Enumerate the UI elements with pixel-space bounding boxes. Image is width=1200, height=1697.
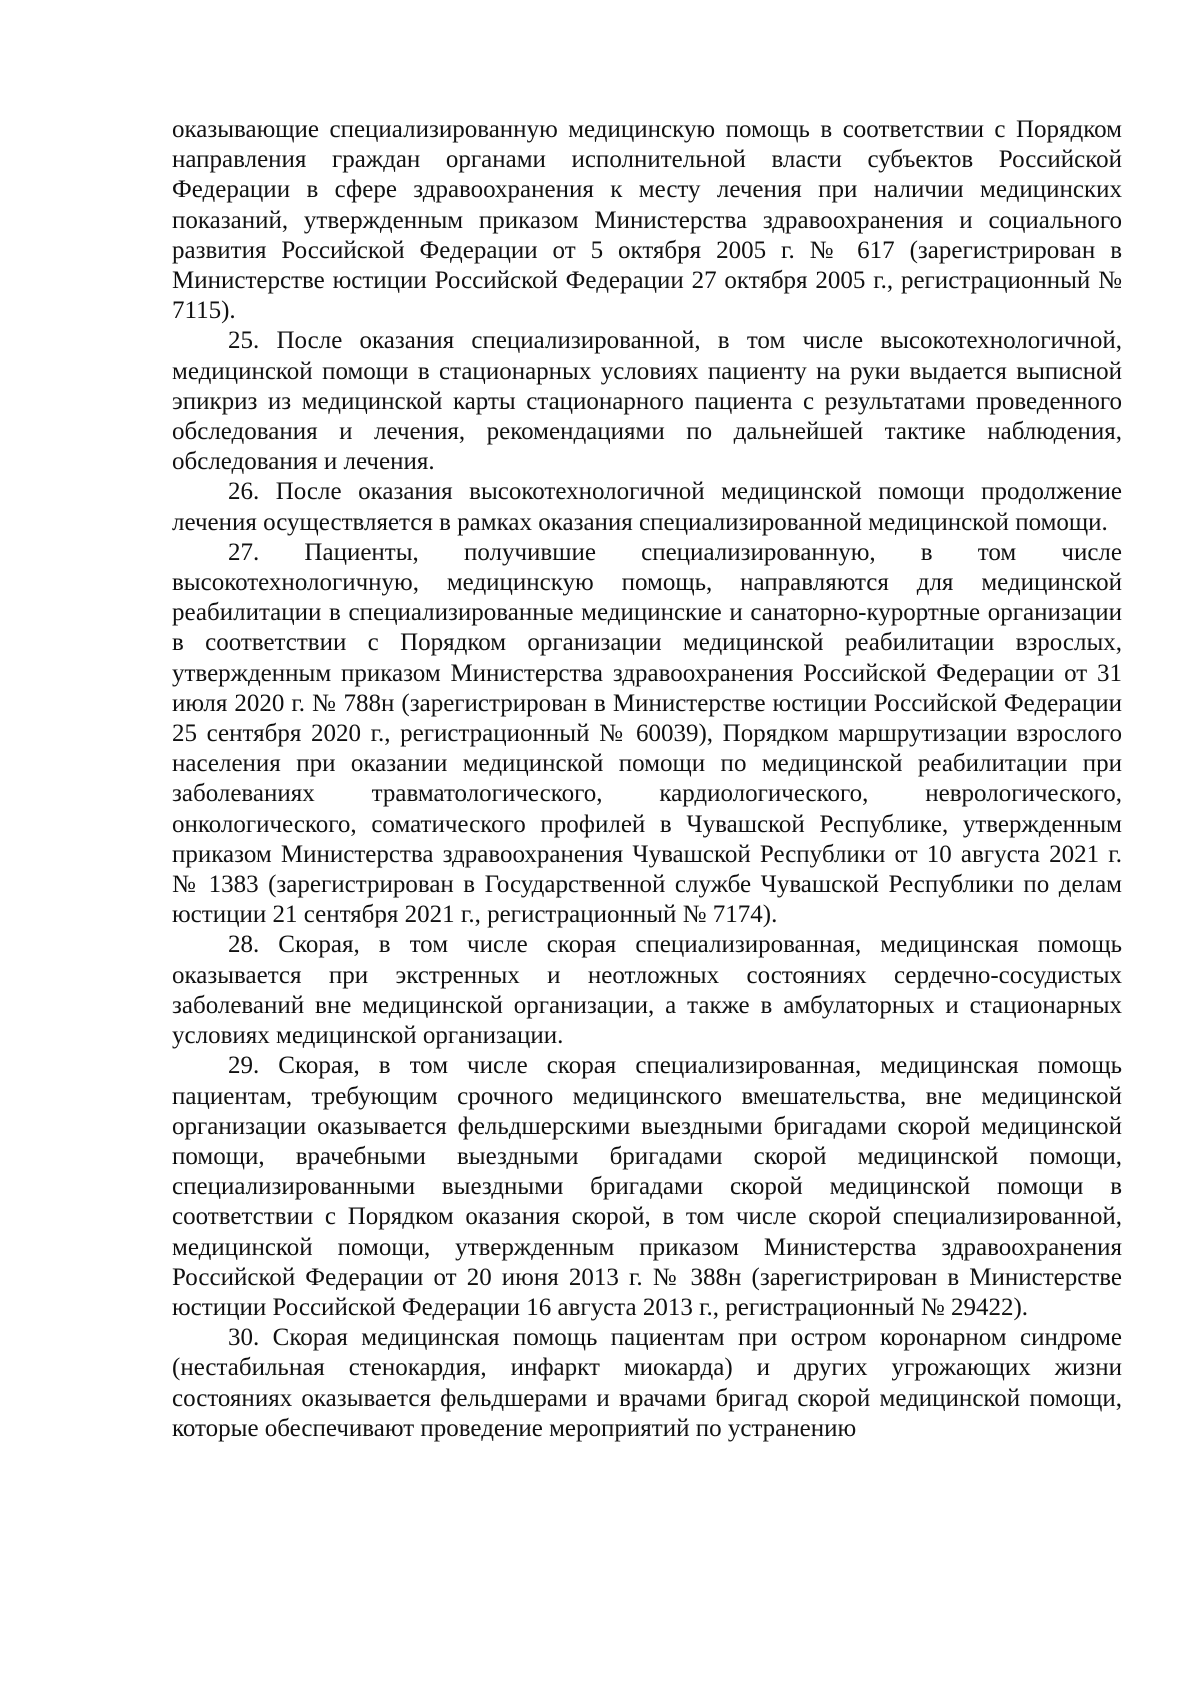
paragraph-29: 29. Скорая, в том числе скорая специализированная, медицинская помощь пациентам, требующим срочного медицинского вмешательства, вне медицинской организации оказывается фельдшерскими выездными бригадами скорой медицинской помощи, врачебными выездными бригадами скорой медицинской помощи, специализированными выездными бригадами скорой медицинской помощи в соответствии с Порядком оказания скорой, в том числе скорой специализированной, медицинской помощи, утвержденным приказом Министерства здравоохранения Российской Федерации от 20 июня 2013 г. № 388н (зарегистрирован в Министерстве юстиции Российской Федерации 16 августа 2013 г., регистрационный № 29422). (172, 1052, 1122, 1321)
paragraph-25: 25. После оказания специализированной, в том числе высокотехнологичной, медицинской помощи в стационарных условиях пациенту на руки выдается выписной эпикриз из медицинской карты стационарного пациента с результатами проведенного обследования и лечения, рекомендациями по дальнейшей тактике наблюдения, обследования и лечения. (172, 327, 1122, 476)
paragraph-28: 28. Скорая, в том числе скорая специализированная, медицинская помощь оказывается при экстренных и неотложных состояниях сердечно-сосудистых заболеваний вне медицинской организации, а также в амбулаторных и стационарных условиях медицинской организации. (172, 931, 1122, 1050)
paragraph-30: 30. Скорая медицинская помощь пациентам при остром коронарном синдроме (нестабильная стенокардия, инфаркт миокарда) и других угрожающих жизни состояниях оказывается фельдшерами и врачами бригад скорой медицинской помощи, которые обеспечивают проведение мероприятий по устранению (172, 1324, 1122, 1442)
paragraph-27: 27. Пациенты, получившие специализированную, в том числе высокотехнологичную, медицинскую помощь, направляются для медицинской реабилитации в специализированные медицинские и санаторно-курортные организации в соответствии с Порядком организации медицинской реабилитации взрослых, утвержденным приказом Министерства здравоохранения Российской Федерации от 31 июля 2020 г. № 788н (зарегистрирован в Министерстве юстиции Российской Федерации 25 сентября 2020 г., регистрационный № 60039), Порядком маршрутизации взрослого населения при оказании медицинской помощи по медицинской реабилитации при заболеваниях травматологического, кардиологического, неврологического, онкологического, соматического профилей в Чувашской Республике, утвержденным приказом Министерства здравоохранения Чувашской Республики от 10 августа 2021 г. № 1383 (зарегистрирован в Государственной службе Чувашской Республики по делам юстиции 21 сентября 2021 г., регистрационный № 7174). (172, 538, 1122, 929)
paragraph-26: 26. После оказания высокотехнологичной медицинской помощи продолжение лечения осуществляется в рамках оказания специализированной медицинской помощи. (172, 478, 1122, 536)
document-page (172, 115, 1122, 1444)
paragraph-continuation: оказывающие специализированную медицинскую помощь в соответствии с Порядком направления граждан органами исполнительной власти субъектов Российской Федерации в сфере здравоохранения к месту лечения при наличии медицинских показаний, утвержденным приказом Министерства здравоохранения и социального развития Российской Федерации от 5 октября 2005 г. № 617 (зарегистрирован в Министерстве юстиции Российской Федерации 27 октября 2005 г., регистрационный № 7115). (172, 116, 1122, 325)
